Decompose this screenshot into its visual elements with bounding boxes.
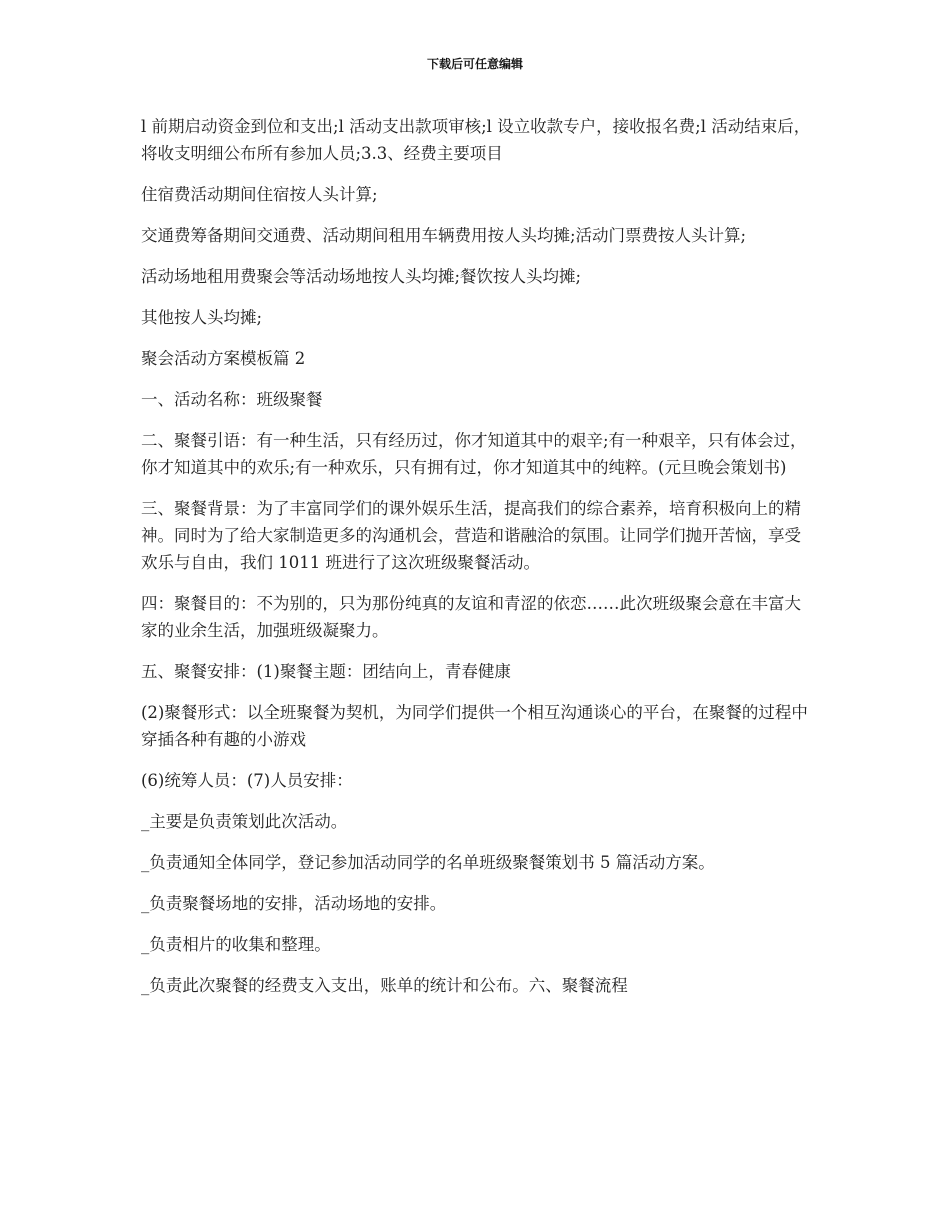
- list-item: _负责聚餐场地的安排，活动场地的安排。: [141, 894, 447, 913]
- paragraph-venue: 活动场地租用费聚会等活动场地按人头均摊;餐饮按人头均摊;: [141, 267, 582, 286]
- page-header: 下载后可任意编辑: [426, 57, 523, 71]
- list-item: _负责相片的收集和整理。: [141, 935, 331, 954]
- list-item: _负责此次聚餐的经费支入支出，账单的统计和公布。六、聚餐流程: [141, 976, 628, 995]
- paragraph-arrangement: 五、聚餐安排：(1)聚餐主题：团结向上，青春健康: [141, 662, 511, 681]
- document-body: [141, 113, 813, 1013]
- paragraph-accommodation: 住宿费活动期间住宿按人头计算;: [141, 185, 378, 204]
- paragraph-transport: 交通费筹备期间交通费、活动期间租用车辆费用按人头均摊;活动门票费按人头计算;: [141, 226, 747, 245]
- list-item: _负责通知全体同学，登记参加活动同学的名单班级聚餐策划书 5 篇活动方案。: [141, 853, 715, 872]
- paragraph-staff: (6)统筹人员：(7)人员安排：: [141, 771, 353, 790]
- paragraph-activity-name: 一、活动名称：班级聚餐: [141, 390, 323, 409]
- paragraph-other: 其他按人头均摊;: [141, 308, 263, 327]
- paragraph-background: 三、聚餐背景：为了丰富同学们的课外娱乐生活，提高我们的综合素养，培育积极向上的精神。同时为了给大家制造更多的沟通机会，营造和谐融洽的氛围。让同学们抛开苦恼，享受欢乐与自由，我们 1011 班进行了这次班级聚餐活动。: [141, 499, 801, 572]
- paragraph-purpose: 四：聚餐目的：不为别的，只为那份纯真的友谊和青涩的依恋……此次班级聚会意在丰富大家的业余生活，加强班级凝聚力。: [141, 594, 801, 640]
- paragraph-intro: 二、聚餐引语：有一种生活，只有经历过，你才知道其中的艰辛;有一种艰辛，只有体会过，你才知道其中的欢乐;有一种欢乐，只有拥有过，你才知道其中的纯粹。(元旦晚会策划书): [141, 431, 807, 477]
- section-heading: 聚会活动方案模板篇 2: [141, 349, 306, 368]
- list-item: _主要是负责策划此次活动。: [141, 812, 348, 831]
- paragraph-format: (2)聚餐形式：以全班聚餐为契机，为同学们提供一个相互沟通谈心的平台，在聚餐的过程中穿插各种有趣的小游戏: [141, 703, 808, 749]
- paragraph-fund-management: l 前期启动资金到位和支出;l 活动支出款项审核;l 设立收款专户，接收报名费;l 活动结束后，将收支明细公布所有参加人员;3.3、经费主要项目: [141, 117, 811, 163]
